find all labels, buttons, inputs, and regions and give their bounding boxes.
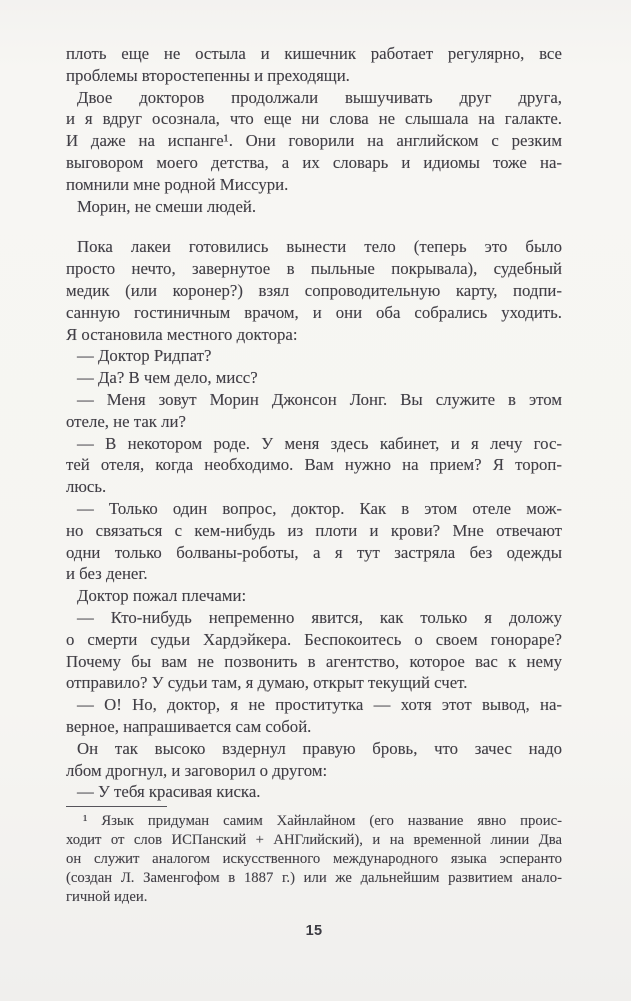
text-line: просто нечто, завернутое в пыльные покрывала), судебный — [66, 259, 562, 279]
dialogue-paragraph — [66, 781, 562, 803]
dialogue-paragraph — [66, 345, 562, 367]
text-line: Доктор пожал плечами: — [77, 586, 247, 606]
text-line: — Меня зовут Морин Джонсон Лонг. Вы служите в этом — [77, 389, 562, 409]
text-line: люсь. — [66, 477, 107, 497]
text-line: и я вдруг осознала, что еще ни слова не слышала на галакте. — [66, 109, 562, 129]
dialogue-paragraph — [66, 694, 562, 738]
footnote-line: ходит от слов ИСПанский + АНГлийский), и на временной линии Два — [66, 832, 562, 848]
paragraph — [66, 196, 562, 218]
page-number: 15 — [305, 923, 323, 939]
paragraph — [66, 585, 562, 607]
dialogue-paragraph — [66, 389, 562, 433]
text-line: И даже на испанге¹. Они говорили на английском с резким — [66, 131, 562, 151]
text-line: — В некотором роде. У меня здесь кабинет, и я лечу гос- — [77, 433, 562, 453]
footnote-line: (создан Л. Заменгофом в 1887 г.) или же дальнейшим развитием анало- — [66, 870, 562, 886]
text-line: санную гостиничным врачом, и они оба собрались уходить. — [66, 302, 562, 322]
paragraph — [66, 87, 562, 196]
text-line: и без денег. — [66, 564, 148, 584]
page-text-block — [66, 43, 562, 803]
text-line: отправило? У судьи там, я думаю, открыт текущий счет. — [66, 673, 468, 693]
text-line: — Только один вопрос, доктор. Как в этом отеле мож- — [77, 498, 562, 518]
text-line: Я остановила местного доктора: — [66, 324, 298, 344]
text-line: верное, напрашивается сам собой. — [66, 716, 312, 736]
text-line: Пока лакеи готовились вынести тело (теперь это было — [77, 237, 562, 257]
text-line: но связаться с кем-нибудь из плоти и крови? Мне отвечают — [66, 520, 562, 540]
text-line: плоть еще не остыла и кишечник работает регулярно, все — [66, 44, 562, 63]
dialogue-paragraph — [66, 498, 562, 585]
text-line: помнили мне родной Миссури. — [66, 174, 289, 194]
dialogue-paragraph — [66, 607, 562, 694]
footnote-line: ¹ Язык придуман самим Хайнлайном (его название явно проис- — [83, 813, 562, 829]
text-line: медик (или коронер?) взял сопроводительную карту, подпи- — [66, 280, 562, 300]
text-line: Почему бы вам не позвонить в агентство, которое вас к нему — [66, 651, 562, 671]
paragraph — [66, 43, 562, 87]
text-line: Двое докторов продолжали вышучивать друг друга, — [77, 87, 562, 107]
text-line: Морин, не смеши людей. — [77, 196, 257, 216]
footnote-divider — [66, 806, 167, 807]
footnote — [66, 812, 562, 907]
text-line: одни только болваны-роботы, а я тут застряла без одежды — [66, 542, 562, 562]
text-line: выговором моего детства, а их словарь и идиомы тоже на- — [66, 152, 562, 172]
text-line: проблемы второстепенны и преходящи. — [66, 65, 350, 85]
text-line: — О! Но, доктор, я не проститутка — хотя этот вывод, на- — [77, 695, 562, 715]
dialogue-paragraph — [66, 433, 562, 498]
paragraph-spacer — [66, 217, 562, 236]
text-line: — Да? В чем дело, мисс? — [77, 368, 258, 388]
text-line: отеле, не так ли? — [66, 411, 186, 431]
text-line: — У тебя красивая киска. — [77, 782, 261, 802]
dialogue-paragraph — [66, 367, 562, 389]
paragraph — [66, 738, 562, 782]
text-line: Он так высоко вздернул правую бровь, что зачес надо — [77, 738, 562, 758]
paragraph — [66, 236, 562, 345]
text-line: — Кто-нибудь непременно явится, как только я доложу — [77, 607, 562, 627]
text-line: тей отеля, когда необходимо. Вам нужно на прием? Я тороп- — [66, 455, 562, 475]
text-line: — Доктор Ридпат? — [77, 346, 212, 366]
footnote-line: он служит аналогом искусственного международного языка эсперанто — [66, 851, 562, 867]
footnote-line: гичной идеи. — [66, 889, 148, 905]
text-line: о смерти судьи Хардэйкера. Беспокоитесь о своем гонораре? — [66, 629, 562, 649]
text-line: лбом дрогнул, и заговорил о другом: — [66, 760, 328, 780]
